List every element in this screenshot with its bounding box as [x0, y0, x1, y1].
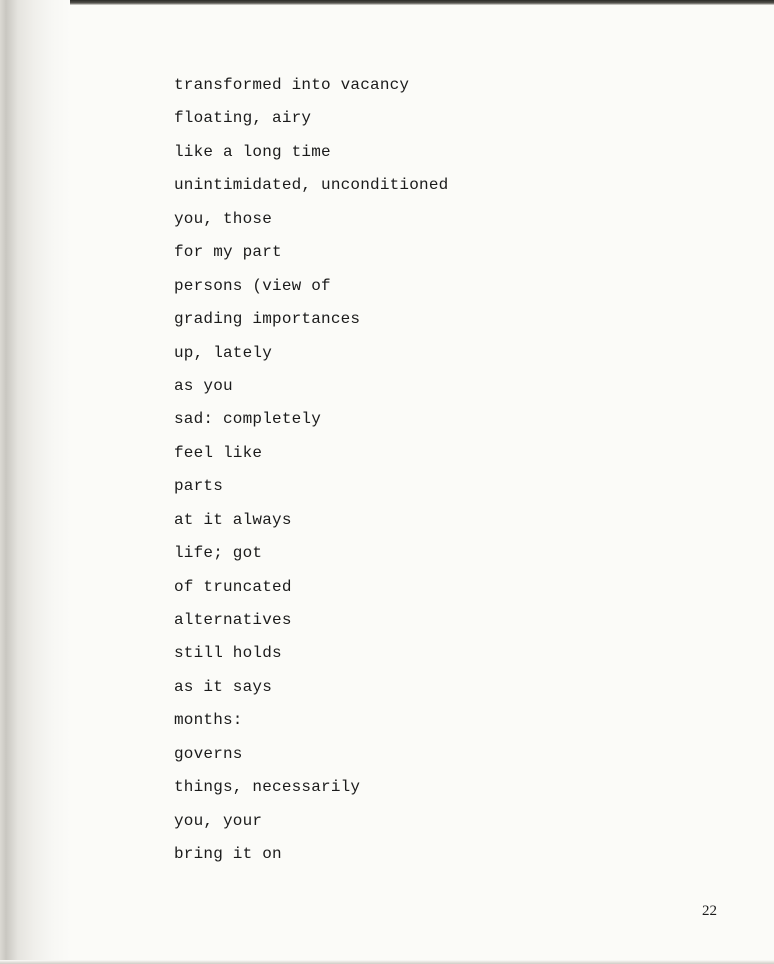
poem-line: at it always	[174, 510, 292, 529]
poem-line: up, lately	[174, 343, 273, 362]
poem-line: persons (view of	[174, 276, 331, 295]
poem-line: transformed into vacancy	[174, 76, 410, 94]
poem-line: you, your	[174, 811, 263, 830]
poem-line: months:	[174, 711, 243, 730]
poem-line: like a long time	[174, 142, 331, 161]
page-bottom-edge	[0, 960, 774, 964]
poem-line: life; got	[174, 544, 263, 563]
poem-line: sad: completely	[174, 410, 322, 429]
poem-line: grading importances	[174, 310, 361, 329]
poem-line: as it says	[174, 677, 273, 696]
poem-line: still holds	[174, 644, 282, 663]
poem-line: things, necessarily	[174, 778, 361, 797]
page-number: 22	[702, 903, 717, 919]
page-top-edge	[0, 0, 774, 5]
poem-line: for my part	[174, 243, 282, 262]
poem-line: parts	[174, 477, 224, 496]
poem-line: governs	[174, 744, 243, 763]
book-gutter-shadow	[0, 0, 70, 964]
poem-line: unintimidated, unconditioned	[174, 176, 449, 195]
poem-line: as you	[174, 376, 233, 395]
poem-line: feel like	[174, 443, 263, 462]
poem-line: bring it on	[174, 845, 282, 864]
poem-line: you, those	[174, 209, 273, 228]
poem-line: floating, airy	[174, 109, 312, 128]
poem-line: alternatives	[174, 611, 292, 629]
poem-text	[174, 69, 448, 872]
poem-line: of truncated	[174, 577, 292, 596]
